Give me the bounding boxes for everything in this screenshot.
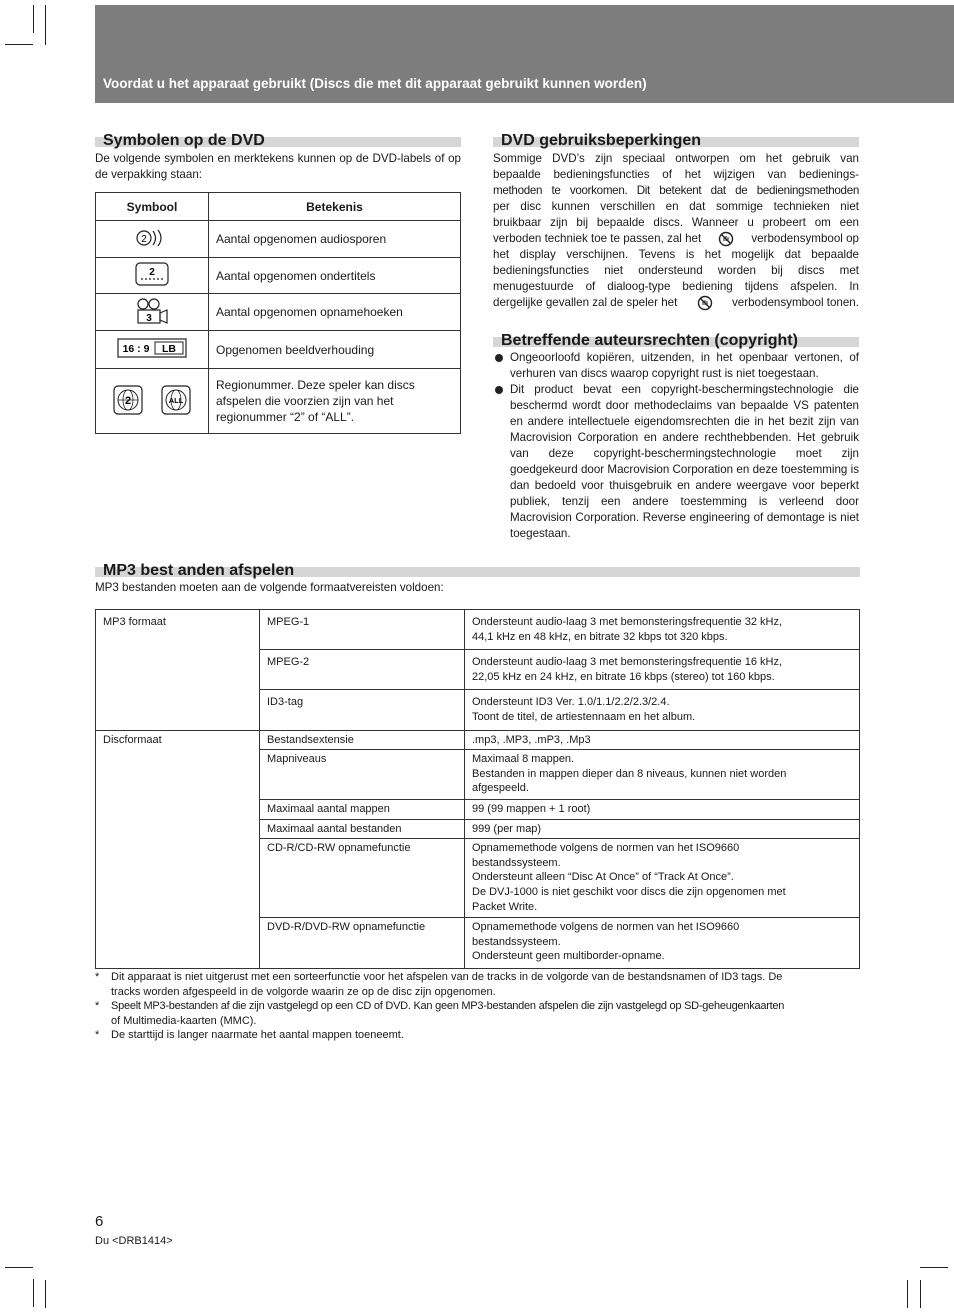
mp3-intro: MP3 bestanden moeten aan de volgende formaatvereisten voldoen:	[95, 581, 444, 594]
text-fragment: verboden techniek toe te passen, zal het	[493, 232, 702, 245]
subtitles-icon	[135, 261, 169, 287]
crop-mark	[45, 1280, 46, 1308]
letterbox-label: LB	[162, 343, 176, 355]
row-label: MPEG-2	[260, 650, 465, 690]
document-code: Du <DRB1414>	[95, 1235, 173, 1247]
footnote-line: tracks worden afgespeeld in de volgorde waarin ze op de disc zijn opgenomen.	[111, 985, 496, 998]
text-line: methoden te voorkomen. Dit betekent dat de bedieningsmethoden	[493, 184, 859, 197]
text-line: per disc kunnen verschillen en dat sommige technieken niet	[493, 200, 859, 213]
crop-mark	[920, 1267, 948, 1268]
row-label: Mapniveaus	[260, 750, 465, 800]
bullet-icon	[495, 386, 503, 394]
text-line	[493, 295, 859, 311]
prohibited-hand-icon	[697, 295, 713, 311]
crop-mark	[45, 5, 46, 45]
value-line: Ondersteunt audio-laag 3 met bemonsteringsfrequentie 32 kHz,	[472, 616, 783, 628]
value-line: Packet Write.	[472, 900, 538, 913]
value-line: bestandssysteem.	[472, 856, 561, 869]
crop-mark	[5, 44, 33, 45]
table-row	[96, 258, 461, 294]
value-line: Opnamemethode volgens de normen van het ISO9660	[472, 921, 740, 934]
value-line: Opnamemethode volgens de normen van het ISO9660	[472, 842, 740, 855]
value-line: De DVJ-1000 is niet geschikt voor discs die zijn opgenomen met	[472, 885, 786, 898]
text-fragment: dergelijke gevallen zal de speler het	[493, 296, 678, 309]
audio-tracks-icon	[135, 228, 169, 248]
value-line: 999 (per map)	[472, 822, 542, 835]
row-label: Maximaal aantal mappen	[260, 799, 465, 819]
row-value	[465, 690, 860, 730]
crop-mark	[920, 1280, 921, 1308]
text-line: het display verschijnen. Tevens is het mogelijk dat bepaalde	[493, 248, 859, 261]
row-label: MPEG-1	[260, 610, 465, 650]
row-value	[465, 918, 860, 969]
symbol-cell	[96, 331, 209, 369]
crop-mark	[33, 5, 34, 33]
crop-mark	[33, 1279, 34, 1307]
text-line: bruikbaar zijn bij bepaalde discs. Wanneer u probeert om een	[493, 216, 859, 229]
section-title-symbols	[95, 132, 461, 149]
table-row	[96, 730, 860, 750]
list-item-text: Dit product bevat een copyright-beschermingstechnologie die beschermd wordt door methodeclaims van bepaalde VS patenten en andere intellectuele eigendomsrechten die in het bezit zijn van Macrovision Corporation en andere rechthebbenden. Het gebruik van deze copyright-beschermingstechnologie moet zijn goedgekeurd door Macrovision Corporation en deze toestemming is dan bedoeld voor thuisgebruik en andere weergave voor beperkt publiek, tenzij een andere toestemming is verleend door Macrovision Corporation. Reverse engineering of demontage is niet toegestaan.	[510, 383, 859, 540]
text-line: menugestuurde of dialoog-type bediening tijdens afspelen. In	[493, 280, 859, 293]
text-line: Sommige DVD’s zijn speciaal ontworpen om het gebruik van	[493, 152, 859, 165]
row-value	[465, 650, 860, 690]
value-line: 44,1 kHz en 48 kHz, en bitrate 32 kbps tot 320 kbps.	[472, 630, 728, 643]
restrictions-text	[493, 151, 859, 311]
crop-mark	[5, 1267, 33, 1268]
value-line: .mp3, .MP3, .mP3, .Mp3	[472, 733, 591, 746]
value-line: Ondersteunt geen multiborder-opname.	[472, 950, 665, 963]
text-line	[493, 231, 859, 247]
row-value	[465, 730, 860, 750]
footnote-line: of Multimedia-kaarten (MMC).	[111, 1014, 257, 1027]
subtitles-number: 2	[149, 267, 155, 278]
list-item	[493, 350, 859, 382]
symbol-cell	[96, 258, 209, 294]
bullet-icon	[495, 354, 503, 362]
footnote	[95, 970, 860, 999]
symbols-intro: De volgende symbolen en merktekens kunnen op de DVD-labels of op de verpakking staan:	[95, 152, 461, 181]
footnote-marker: *	[95, 971, 100, 983]
column-header-symbol: Symbool	[96, 193, 209, 221]
value-line: Ondersteunt alleen “Disc At Once” of “Track At Once”.	[472, 871, 734, 884]
symbol-cell	[96, 369, 209, 434]
row-value	[465, 610, 860, 650]
camera-angles-number: 3	[146, 312, 152, 324]
table-header-row	[96, 193, 461, 221]
meaning-cell: Aantal opgenomen audiosporen	[209, 221, 461, 258]
aspect-ratio-icon	[117, 338, 187, 358]
table-row	[96, 610, 860, 650]
row-label: ID3-tag	[260, 690, 465, 730]
camera-angles-icon	[135, 297, 169, 325]
list-item-text: Ongeoorloofd kopiëren, uitzenden, in het openbaar vertonen, of verhuren van discs waarop copyright rust is niet toegestaan.	[510, 351, 859, 380]
region-all-globe-icon	[161, 385, 191, 415]
footnote-line: Speelt MP3-bestanden af die zijn vastgelegd op een CD of DVD. Kan geen MP3-bestanden afspelen die zijn vastgelegd op SD-geheugenkaarten	[111, 1000, 785, 1013]
section-title-text: Symbolen op de DVD	[103, 132, 265, 149]
region-number: 2	[125, 394, 132, 407]
symbol-cell	[96, 294, 209, 331]
prohibited-hand-icon	[718, 231, 734, 247]
value-line: Maximaal 8 mappen.	[472, 753, 575, 766]
section-title-text: Betreffende auteursrechten (copyright)	[501, 332, 798, 349]
value-line: Ondersteunt ID3 Ver. 1.0/1.1/2.2/2.3/2.4.	[472, 696, 670, 709]
region-all-label: ALL	[168, 395, 183, 405]
header-band	[95, 5, 954, 103]
value-line: bestandssysteem.	[472, 935, 561, 948]
row-value	[465, 799, 860, 819]
group-label: Discformaat	[96, 730, 260, 968]
meaning-cell: Aantal opgenomen opnamehoeken	[209, 294, 461, 331]
footnote-line: De starttijd is langer naarmate het aantal mappen toeneemt.	[111, 1029, 404, 1042]
row-value	[465, 750, 860, 800]
row-value	[465, 839, 860, 918]
footnote-line: Dit apparaat is niet uitgerust met een sorteerfunctie voor het afspelen van de tracks in de volgorde van de bestandsnamen of ID3 tags. De	[111, 971, 783, 983]
symbols-table	[95, 192, 461, 434]
section-title-restrictions	[493, 132, 859, 149]
aspect-ratio-label: 16 : 9	[122, 343, 150, 355]
row-value	[465, 819, 860, 839]
region-globe-icon	[113, 385, 143, 415]
meaning-cell: Aantal opgenomen ondertitels	[209, 258, 461, 294]
footnote-marker: *	[95, 1000, 100, 1013]
section-title-mp3	[95, 562, 860, 579]
value-line: 22,05 kHz en 24 kHz, en bitrate 16 kbps (stereo) tot 160 kbps.	[472, 670, 775, 683]
section-title-copyright	[493, 332, 859, 349]
text-line: bedieningsfuncties niet ondersteund worden bij discs met	[493, 264, 859, 277]
list-item	[493, 382, 859, 542]
text-fragment: verbodensymbool op	[751, 232, 859, 245]
meaning-cell: Regionummer. Deze speler kan discs afspelen die voorzien zijn van het regionummer “2” of “ALL”.	[209, 369, 461, 434]
audio-tracks-number: 2	[141, 233, 147, 245]
text-line: bepaalde bedieningsfuncties of het wijzigen van bedienings-	[493, 168, 859, 181]
table-row	[96, 294, 461, 331]
footnote	[95, 999, 860, 1028]
meaning-cell: Opgenomen beeldverhouding	[209, 331, 461, 369]
value-line: Ondersteunt audio-laag 3 met bemonsteringsfrequentie 16 kHz,	[472, 656, 783, 669]
row-label: CD-R/CD-RW opnamefunctie	[260, 839, 465, 918]
group-label: MP3 formaat	[96, 610, 260, 731]
symbol-cell	[96, 221, 209, 258]
value-line: 99 (99 mappen + 1 root)	[472, 802, 591, 815]
mp3-format-table	[95, 609, 860, 969]
row-label: Bestandsextensie	[260, 730, 465, 750]
crop-mark	[907, 1280, 908, 1308]
table-row	[96, 331, 461, 369]
footnote-marker: *	[95, 1029, 100, 1042]
text-fragment: verbodensymbool tonen.	[732, 296, 859, 309]
value-line: Bestanden in mappen dieper dan 8 niveaus, kunnen niet worden	[472, 767, 787, 780]
row-label: Maximaal aantal bestanden	[260, 819, 465, 839]
value-line: Toont de titel, de artiestennaam en het album.	[472, 710, 696, 723]
row-label: DVD-R/DVD-RW opnamefunctie	[260, 918, 465, 969]
column-header-meaning: Betekenis	[209, 193, 461, 221]
section-title-text: DVD gebruiksbeperkingen	[501, 132, 702, 149]
value-line: afgespeeld.	[472, 782, 529, 795]
section-title-text: MP3 best anden afspelen	[103, 562, 295, 579]
footnote	[95, 1028, 860, 1043]
table-row	[96, 369, 461, 434]
header-title: Voordat u het apparaat gebruikt (Discs die met dit apparaat gebruikt kunnen worden)	[103, 76, 647, 91]
page-number: 6	[95, 1213, 104, 1230]
copyright-list	[493, 350, 859, 542]
footnotes	[95, 970, 860, 1043]
table-row	[96, 221, 461, 258]
